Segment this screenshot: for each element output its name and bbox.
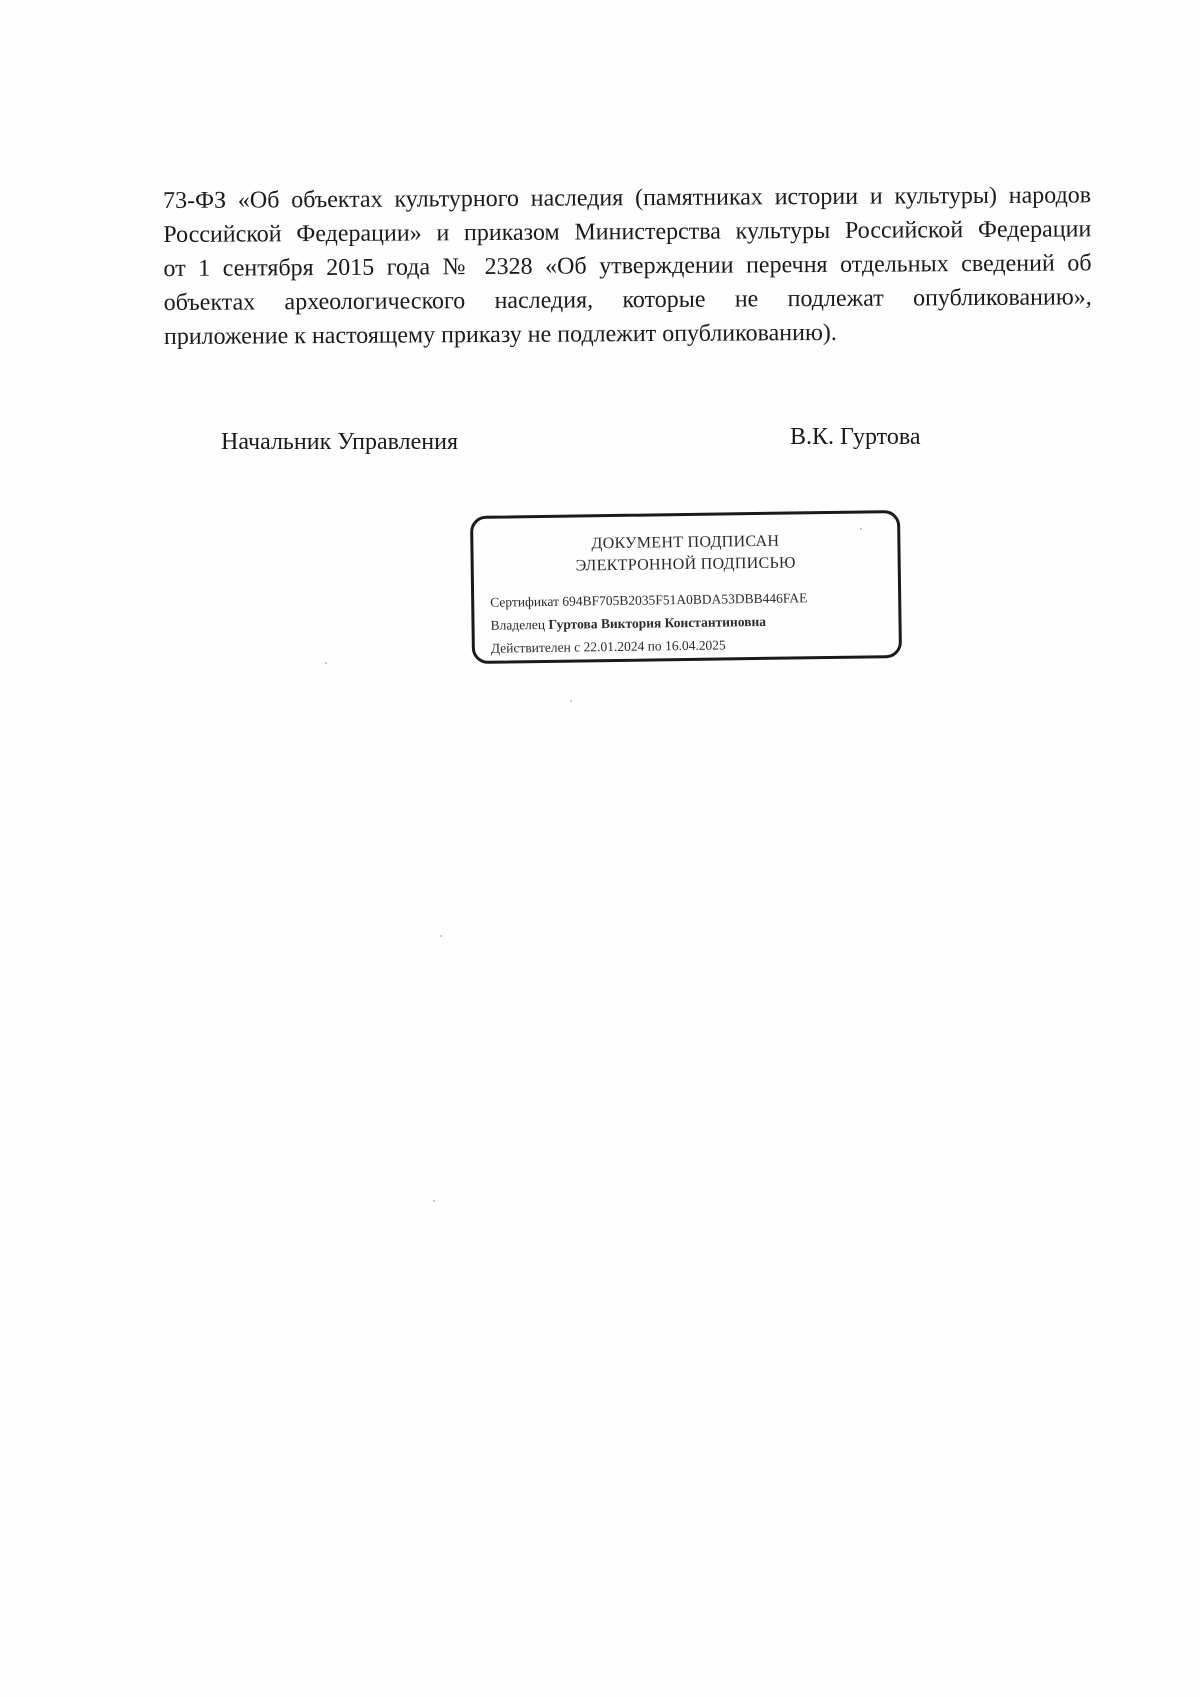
stamp-validity-to-prefix: по (647, 638, 662, 654)
stamp-validity-row (491, 636, 726, 657)
body-paragraph (163, 178, 1092, 354)
body-line: 73-ФЗ «Об объектах культурного наследия (памятниках истории и культуры) народов (163, 182, 1092, 214)
stamp-owner-row (490, 613, 766, 635)
stamp-title-line: ЭЛЕКТРОННОЙ ПОДПИСЬЮ (575, 554, 796, 575)
signatory-position: Начальник Управления (221, 429, 458, 455)
stamp-owner-value: Гуртова Виктория Константиновна (548, 613, 767, 632)
scan-speck (570, 700, 572, 702)
body-line: Российской Федерации» и приказом Министерства культуры Российской Федерации (163, 216, 1092, 248)
body-line: приложение к настоящему приказу не подлежит опубликованию). (163, 319, 837, 350)
body-line: объектах археологического наследия, которые не подлежат опубликованию», (163, 284, 1092, 316)
stamp-owner-label: Владелец (490, 616, 546, 633)
stamp-certificate-label: Сертификат (490, 593, 560, 610)
scan-speck (325, 662, 327, 664)
stamp-title-line: ДОКУМЕНТ ПОДПИСАН (591, 532, 780, 553)
stamp-validity-label: Действителен (490, 639, 571, 656)
electronic-signature-stamp (470, 510, 902, 664)
signatory-name: В.К. Гуртова (790, 424, 921, 450)
scan-speck (860, 528, 862, 530)
stamp-certificate-row (490, 589, 807, 611)
stamp-validity-from-prefix: с (574, 639, 581, 655)
body-line: от 1 сентября 2015 года № 2328 «Об утверждении перечня отдельных сведений об (163, 250, 1092, 282)
stamp-validity-from: 22.01.2024 (583, 638, 645, 655)
scan-speck (440, 935, 442, 937)
stamp-title (473, 529, 898, 579)
scan-speck (433, 1200, 435, 1202)
stamp-certificate-value: 694BF705B2035F51A0BDA53DBB446FAE (562, 590, 808, 609)
stamp-validity-to: 16.04.2025 (664, 637, 726, 654)
